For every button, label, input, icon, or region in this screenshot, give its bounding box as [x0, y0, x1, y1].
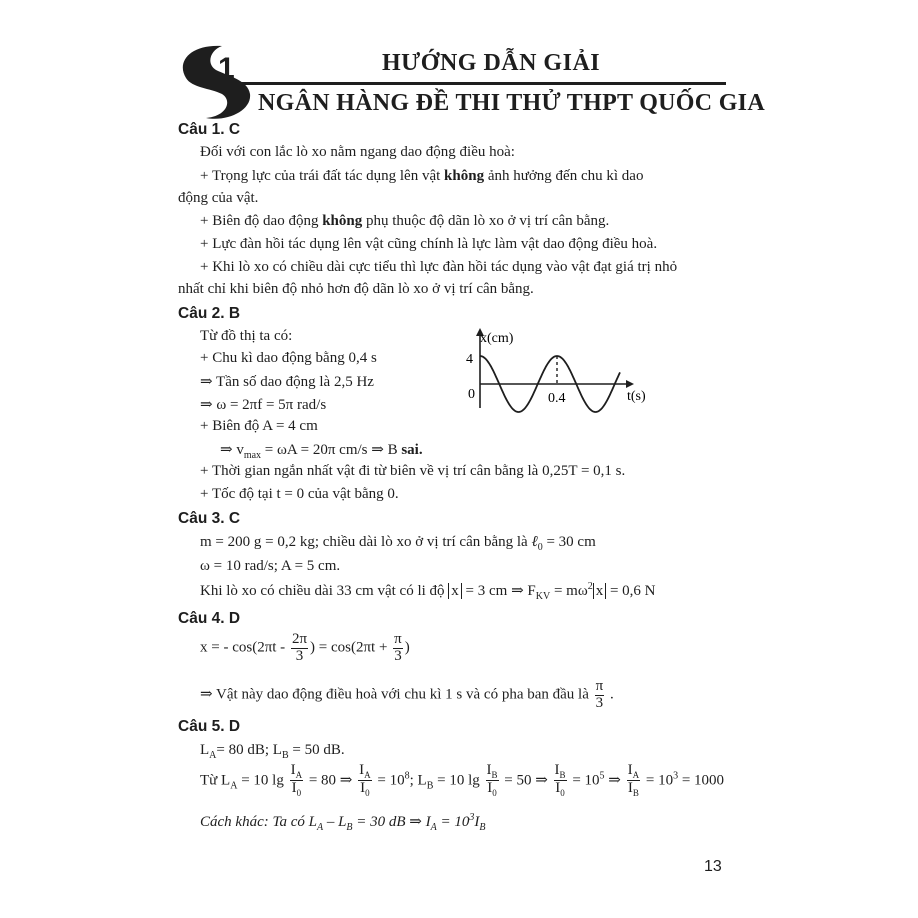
q1-intro: Đối với con lắc lò xo nằm ngang dao động điều hoà: — [200, 144, 515, 160]
q3-heading: Câu 3. C — [178, 510, 241, 527]
q3-line-1: m = 200 g = 0,2 kg; chiều dài lò xo ở vị trí cân bằng là ℓ$_0$ = 30 cm — [200, 534, 596, 553]
q2-line-8: + Tốc độ tại t = 0 của vật bằng 0. — [200, 486, 399, 502]
q4-equation: x = - cos(2πt - $\frac{2\pi}{3}$ ) = cos(2πt + $\frac{\pi}{3}$ ) — [200, 631, 410, 664]
page-number: 13 — [704, 858, 722, 875]
q5-line-1: $L_A= 80$ dB; $L_B = 50$ dB. — [200, 742, 345, 761]
q1-bullet-4-cont: nhất chỉ khi biên độ nhỏ hơn độ dãn lò xo ở vị trí cân bằng. — [178, 281, 534, 297]
q2-line-1: Từ đồ thị ta có: — [200, 328, 293, 344]
q5-heading: Câu 5. D — [178, 718, 241, 735]
q2-line-2: + Chu kì dao động bằng 0,4 s — [200, 350, 377, 366]
q1-bullet-1-cont: động của vật. — [178, 190, 259, 206]
header-rule — [236, 82, 726, 85]
title-line-1: HƯỚNG DẪN GIẢI — [382, 50, 601, 76]
q3-line-3: Khi lò xo có chiều dài 33 cm vật có li độ x = 3 cm ⇒ $F_{KV} = m\omega^2$ x = 0,6 N — [200, 581, 656, 602]
q2-line-6: ⇒ $v_{max} = \omega A = 20\pi$ cm/s ⇒ B sai. — [220, 442, 423, 461]
graph-x-arrow — [626, 380, 634, 388]
title-line-2: NGÂN HÀNG ĐỀ THI THỬ THPT QUỐC GIA — [258, 90, 765, 116]
q5-alternative: Cách khác: Ta có $L_A - L_B = 30$ dB ⇒ $I_A = 10^3I_B$ — [200, 812, 486, 833]
chapter-number: 1 — [218, 52, 235, 85]
oscillation-graph — [460, 326, 660, 418]
q1-bullet-4: + Khi lò xo có chiều dài cực tiểu thì lực đàn hồi tác dụng vào vật đạt giá trị nhỏ — [200, 259, 678, 275]
q1-bullet-3: + Lực đàn hồi tác dụng lên vật cũng chính là lực làm vật dao động điều hoà. — [200, 236, 658, 252]
q1-bullet-2: + Biên độ dao động không phụ thuộc độ dãn lò xo ở vị trí cân bằng. — [200, 213, 610, 229]
q4-heading: Câu 4. D — [178, 610, 241, 627]
q2-line-4: ⇒ ω = 2πf = 5π rad/s — [200, 397, 327, 413]
q2-line-3: ⇒ Tần số dao động là 2,5 Hz — [200, 374, 374, 390]
graph-x-label: t(s) — [627, 389, 646, 404]
graph-origin: 0 — [468, 387, 475, 402]
q4-conclusion: ⇒ Vật này dao động điều hoà với chu kì 1 s và có pha ban đầu là $\frac{\pi}{3}$ . — [200, 678, 614, 711]
q1-heading: Câu 1. C — [178, 121, 241, 138]
q3-line-2: ω = 10 rad/s; A = 5 cm. — [200, 558, 341, 574]
q5-equation: Từ $L_A = 10$ lg $\frac{I_A}{I_0}$ = 80 ⇒ $\frac{I_A}{I_0}$ = $10^8$; $L_B = 10$ lg $\frac{I_B}{I_0}$ = 50 ⇒ $\frac{I_B}{I_0}$ = $10^5$ ⇒ $\frac{I_A}{I_B}$ = $10^3 = 1000$ — [200, 762, 725, 799]
q2-line-5: + Biên độ A = 4 cm — [200, 418, 318, 434]
q1-bullet-1: + Trọng lực của trái đất tác dụng lên vật không ảnh hưởng đến chu kì dao — [200, 168, 644, 184]
graph-x-tick: 0.4 — [548, 391, 566, 406]
graph-y-label: x(cm) — [480, 331, 514, 346]
q2-heading: Câu 2. B — [178, 305, 241, 322]
q2-line-7: + Thời gian ngắn nhất vật đi từ biên về vị trí cân bằng là 0,25T = 0,1 s. — [200, 463, 626, 479]
graph-y-tick: 4 — [466, 352, 473, 367]
